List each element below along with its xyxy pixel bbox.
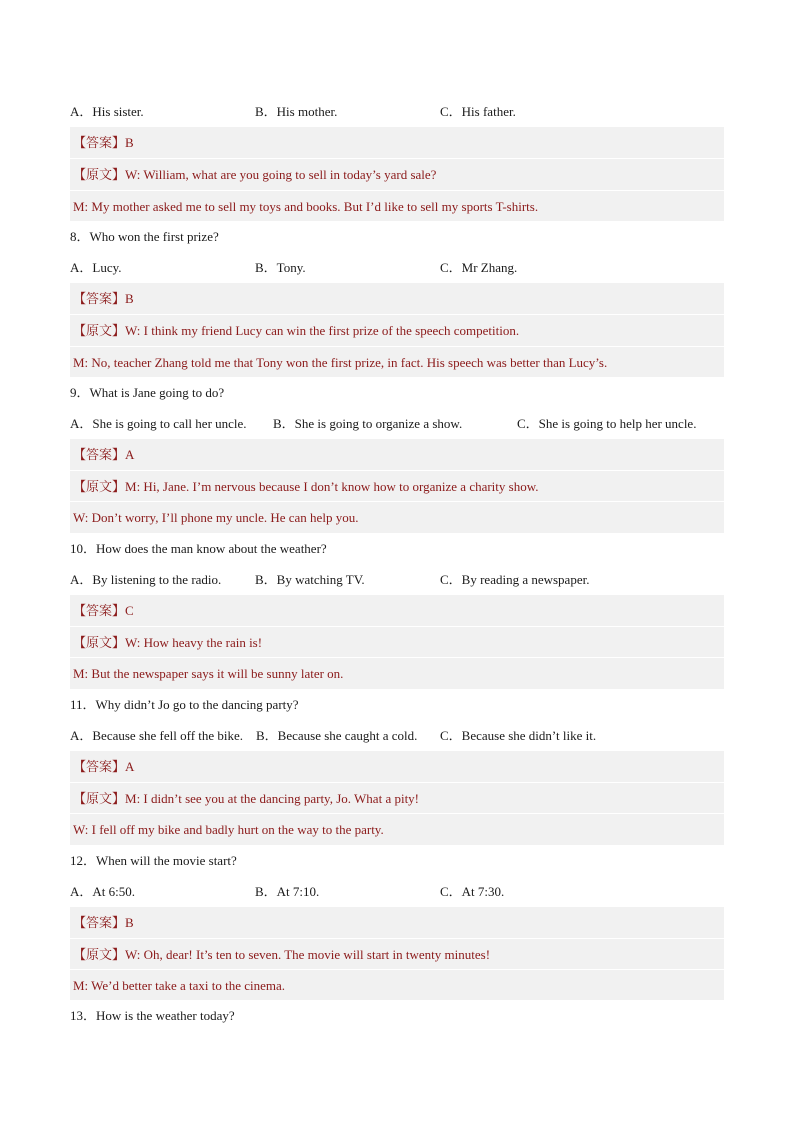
answer-q12: 【答案】B bbox=[70, 907, 724, 938]
options-row-q7 bbox=[70, 96, 724, 127]
transcript-text: W: Oh, dear! It’s ten to seven. The movie will start in twenty minutes! bbox=[125, 947, 491, 963]
transcript-q12-line2: M: We’d better take a taxi to the cinema. bbox=[70, 969, 724, 1000]
transcript-text: M: Hi, Jane. I’m nervous because I don’t know how to organize a charity show. bbox=[125, 479, 539, 495]
transcript-q7-line1 bbox=[70, 158, 724, 189]
question-13: 13．How is the weather today? bbox=[70, 1008, 235, 1024]
transcript-q9-line1 bbox=[70, 470, 724, 501]
answer-q7: 【答案】B bbox=[70, 127, 724, 158]
options-row-q11 bbox=[70, 720, 724, 751]
transcript-label: 【原文】 bbox=[73, 479, 126, 495]
option-b: B．At 7:10. bbox=[255, 883, 320, 899]
answer-q8: 【答案】B bbox=[70, 283, 724, 314]
option-c: C．His father. bbox=[440, 104, 516, 119]
transcript-label: 【原文】 bbox=[73, 947, 126, 963]
transcript-q12-line1 bbox=[70, 938, 724, 969]
transcript-q10-line1 bbox=[70, 626, 724, 657]
option-a: A．She is going to call her uncle. bbox=[70, 415, 247, 431]
option-b: B．By watching TV. bbox=[255, 571, 365, 587]
question-11: 11．Why didn’t Jo go to the dancing party? bbox=[70, 696, 299, 712]
transcript-q8-line2: M: No, teacher Zhang told me that Tony won the first prize, in fact. His speech was better than Lucy’s. bbox=[70, 346, 724, 377]
option-c: C．Mr Zhang. bbox=[440, 259, 518, 275]
transcript-text: M: I didn’t see you at the dancing party, Jo. What a pity! bbox=[125, 791, 420, 807]
option-a: A．Because she fell off the bike. bbox=[70, 727, 244, 743]
question-9: 9．What is Jane going to do? bbox=[70, 384, 225, 400]
transcript-q9-line2: W: Don’t worry, I’ll phone my uncle. He can help you. bbox=[70, 501, 724, 532]
transcript-text: W: How heavy the rain is! bbox=[125, 635, 263, 651]
option-a: A．At 6:50. bbox=[70, 883, 136, 899]
option-c: C．By reading a newspaper. bbox=[440, 571, 590, 587]
option-c: C．Because she didn’t like it. bbox=[440, 727, 597, 743]
option-b: B．Tony. bbox=[255, 259, 306, 275]
question-8: 8．Who won the first prize? bbox=[70, 228, 219, 244]
option-a: A．His sister. bbox=[70, 104, 144, 119]
answer-q9: 【答案】A bbox=[70, 439, 724, 470]
transcript-label: 【原文】 bbox=[73, 791, 126, 807]
option-c: C．She is going to help her uncle. bbox=[517, 415, 697, 431]
answer-q11: 【答案】A bbox=[70, 751, 724, 782]
transcript-label: 【原文】 bbox=[73, 323, 126, 339]
options-row-q10 bbox=[70, 564, 724, 595]
answer-q10: 【答案】C bbox=[70, 595, 724, 626]
transcript-text: W: William, what are you going to sell in today’s yard sale? bbox=[125, 167, 437, 183]
option-b: B．His mother. bbox=[255, 104, 338, 119]
option-a: A．Lucy. bbox=[70, 259, 122, 275]
transcript-q10-line2: M: But the newspaper says it will be sunny later on. bbox=[70, 657, 724, 688]
transcript-q11-line1 bbox=[70, 782, 724, 813]
transcript-q7-line2: M: My mother asked me to sell my toys and books. But I’d like to sell my sports T-shirts. bbox=[70, 190, 724, 221]
transcript-q8-line1 bbox=[70, 314, 724, 345]
option-b: B．Because she caught a cold. bbox=[256, 727, 418, 743]
options-row-q12 bbox=[70, 876, 724, 907]
document-body bbox=[70, 96, 724, 1032]
option-b: B．She is going to organize a show. bbox=[273, 415, 463, 431]
question-12: 12．When will the movie start? bbox=[70, 852, 237, 868]
transcript-text: W: I think my friend Lucy can win the first prize of the speech competition. bbox=[125, 323, 520, 339]
option-c: C．At 7:30. bbox=[440, 883, 505, 899]
transcript-q11-line2: W: I fell off my bike and badly hurt on the way to the party. bbox=[70, 813, 724, 844]
option-a: A．By listening to the radio. bbox=[70, 571, 222, 587]
options-row-q9 bbox=[70, 408, 724, 439]
options-row-q8 bbox=[70, 252, 724, 283]
transcript-label: 【原文】 bbox=[73, 635, 126, 651]
transcript-label: 【原文】 bbox=[73, 167, 126, 183]
question-10: 10．How does the man know about the weather? bbox=[70, 540, 327, 556]
